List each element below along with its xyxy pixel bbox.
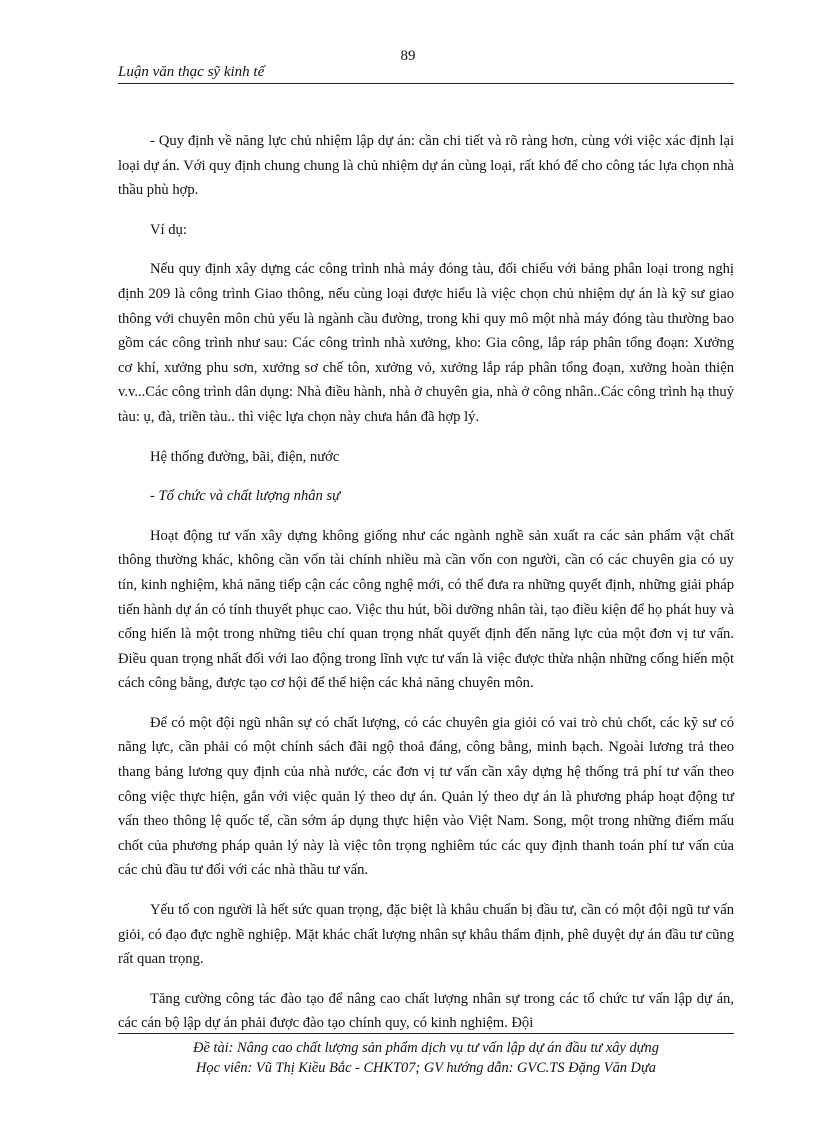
paragraph-quality-staff: Để có một đội ngũ nhân sự có chất lượng, có các chuyên gia giỏi có vai trò chủ chốt, các kỹ sư có năng lực, cần phải có một chính sách đãi ngộ thoả đáng, công bằng, minh bạch. Ngoài lương trả theo thang bảng lương quy định của nhà nước, các đơn vị tư vấn cần xây dựng hệ thống trả phí tư vấn theo công việc thực hiện, gắn với việc quản lý theo dự án. Quản lý theo dự án là phương pháp hoạt động tư vấn theo thông lệ quốc tế, cần sớm áp dụng thực hiện vào Việt Nam. Song, một trong những điểm mấu chốt của phương pháp quản lý này là việc tôn trọng nghiêm túc các quy định thanh toán phí tư vấn của các chủ đầu tư đối với các nhà thầu tư vấn. [118, 714, 734, 879]
paragraph-example-label: Ví dụ: [150, 221, 187, 238]
paragraph-shipyard-example: Nếu quy định xây dựng các công trình nhà máy đóng tàu, đối chiếu với bảng phân loại trong nghị định 209 là công trình Giao thông, nếu cùng loại được hiểu là việc chọn chủ nhiệm dự án là kỹ sư giao thông với chuyên môn chủ yếu là ngành cầu đường, trong khi quy mô một nhà máy đóng tàu thường bao gồm các công trình như sau: Các công trình nhà xưởng, kho: Gia công, lắp ráp phân tổng đoạn: Xưởng cơ khí, xưởng phu sơn, xưởng sơ chế tôn, xưởng vỏ, xưởng lắp ráp phân tổng đoạn, xưởng hoàn thiện v.v...Các công trình dân dụng: Nhà điều hành, nhà ở chuyên gia, nhà ở công nhân..Các công trình hạ thuỷ tàu: ụ, đà, triền tàu.. thì việc lựa chọn này chưa hẳn đã hợp lý. [118, 261, 734, 425]
paragraph-human-factor: Yếu tố con người là hết sức quan trọng, đặc biệt là khâu chuẩn bị đầu tư, cần có một đội ngũ tư vấn giỏi, có đạo đực nghề nghiệp. Mặt khác chất lượng nhân sự khâu thẩm định, phê duyệt dự án đầu tư cũng rất quan trọng. [118, 902, 734, 968]
header-divider [118, 83, 734, 84]
paragraph-project-manager-capacity: - Quy định về năng lực chủ nhiệm lập dự án: cần chi tiết và rõ ràng hơn, cùng với việc xác định lại loại dự án. Với quy định chung chung là chủ nhiệm dự án cùng loại, rất khó để cho công tác lựa chọn nhà thầu phù hợp. [118, 133, 734, 199]
section-heading-personnel: - Tổ chức và chất lượng nhân sự [150, 488, 341, 505]
paragraph-training: Tăng cường công tác đào tạo để nâng cao chất lượng nhân sự trong các tổ chức tư vấn lập dự án, các cán bộ lập dự án phải được đào tạo chính quy, có kinh nghiệm. Đội [118, 990, 734, 1032]
footer [118, 1038, 734, 1078]
footer-divider [118, 1033, 734, 1034]
page-number: 89 [400, 48, 416, 64]
footer-student-advisor: Học viên: Vũ Thị Kiều Bắc - CHKT07; GV hướng dẫn: GVC.TS Đặng Văn Dựa [196, 1060, 656, 1076]
footer-thesis-title: Đề tài: Nâng cao chất lượng sản phẩm dịch vụ tư vấn lập dự án đầu tư xây dựng [193, 1040, 659, 1056]
paragraph-infrastructure: Hệ thống đường, bãi, điện, nước [150, 448, 340, 465]
body-text [118, 129, 734, 1051]
paragraph-consulting-activity: Hoạt động tư vấn xây dựng không giống như các ngành nghề sản xuất ra các sản phẩm vật chất thông thường khác, không cần vốn tài chính nhiều mà cần vốn con người, cần có các chuyên gia có uy tín, kinh nghiệm, khả năng tiếp cận các công nghệ mới, có thể đưa ra những quyết định, những giải pháp tiến hành dự án có tính thuyết phục cao. Việc thu hút, bồi dưỡng nhân tài, tạo điều kiện để họ phát huy và cống hiến là một trong những tiêu chí quan trọng nhất quyết định đến năng lực của một đơn vị tư vấn. Điều quan trọng nhất đối với lao động trong lĩnh vực tư vấn là việc được thừa nhận những cống hiến một cách công bằng, được tạo cơ hội để thể hiện các khả năng chuyên môn. [118, 527, 734, 692]
header-title: Luận văn thạc sỹ kinh tế [118, 64, 265, 80]
